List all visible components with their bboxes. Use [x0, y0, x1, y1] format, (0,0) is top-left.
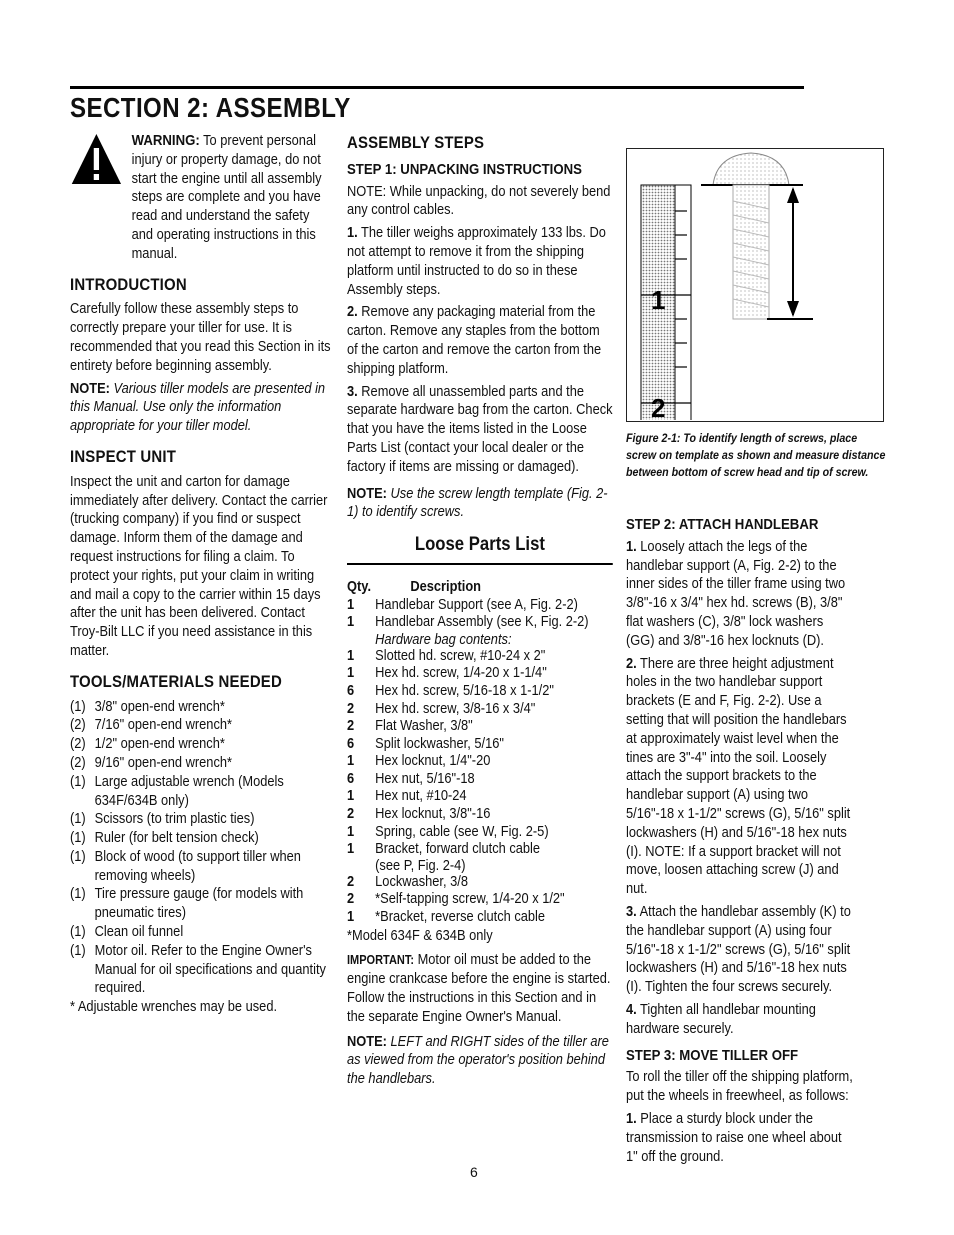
warning-triangle-icon	[70, 132, 125, 264]
list-item: (1) Block of wood (to support tiller when removing wheels)	[70, 848, 301, 884]
hardware-bag-label: Hardware bag contents:	[375, 631, 512, 648]
inspect-heading: INSPECT UNIT	[70, 446, 177, 466]
table-row: 2 Lockwasher, 3/8	[347, 873, 468, 890]
table-row: 2 Hex locknut, 3/8"-16	[347, 806, 491, 823]
figure-caption: Figure 2-1: To identify length of screws, place screw on template as shown and measure distance between bottom of screw head and tip of screw.	[626, 431, 886, 479]
tools-list	[70, 698, 333, 999]
table-row: 1 Slotted hd. screw, #10-24 x 2"	[347, 647, 546, 664]
list-item: (2) 7/16" open-end wrench*	[70, 717, 233, 734]
page-number: 6	[470, 1164, 478, 1180]
assembly-steps-heading: ASSEMBLY STEPS	[347, 133, 485, 152]
table-row: 6 Hex hd. screw, 5/16-18 x 1-1/2"	[347, 682, 554, 699]
important-note: IMPORTANT: Motor oil must be added to the engine crankcase before the engine is started. Follow the instructions in this Section and in the separate Engine Owner's Manual.	[347, 952, 611, 1025]
list-item: (2) 1/2" open-end wrench*	[70, 736, 225, 753]
step1-item-1: 1. The tiller weighs approximately 133 lbs. Do not attempt to remove it from the shipping platform until instructed to do so in these Assembly steps.	[347, 225, 606, 298]
table-row: 2 Hex hd. screw, 3/8-16 x 3/4"	[347, 700, 536, 717]
bracket-sub-ref: (see P, Fig. 2-4)	[375, 857, 466, 874]
top-rule	[70, 86, 804, 89]
loose-parts-rule	[347, 563, 613, 565]
table-row: 6 Split lockwasher, 5/16"	[347, 735, 504, 752]
table-row: 1 Spring, cable (see W, Fig. 2-5)	[347, 823, 549, 840]
table-row: 1 Handlebar Support (see A, Fig. 2-2)	[347, 596, 578, 613]
warning-text: To prevent personal injury or property damage, do not start the engine until all assembly steps are complete and you have read and understand the safety and operating instructions in this manual.	[131, 133, 322, 262]
left-right-note: NOTE: LEFT and RIGHT sides of the tiller are as viewed from the operator's position behind the handlebars.	[347, 1033, 609, 1088]
table-row: 1 *Bracket, reverse clutch cable	[347, 909, 546, 926]
warning-block	[70, 132, 333, 264]
list-item: (1) Clean oil funnel	[70, 924, 184, 941]
step1-item-2: 2. Remove any packaging material from the carton. Remove any staples from the bottom of the carton and remove the carton from the shipping platform.	[347, 304, 602, 377]
ruler-label-2: 2	[651, 393, 666, 420]
table-row: 2 *Self-tapping screw, 1/4-20 x 1/2"	[347, 891, 565, 908]
list-item: (1) Large adjustable wrench (Models 634F/634B only)	[70, 773, 284, 809]
introduction-note: NOTE: Various tiller models are presented in this Manual. Use only the information appropriate for your tiller model.	[70, 380, 326, 435]
column-2	[347, 132, 612, 1093]
list-item: (1) 3/8" open-end wrench*	[70, 698, 225, 715]
loose-parts-title: Loose Parts List	[414, 534, 545, 556]
list-item: (1) Ruler (for belt tension check)	[70, 830, 259, 847]
step2-item-2: 2. There are three height adjustment holes in the two handlebar support brackets (E and F, Fig. 2-2). Use a setting that will position the handlebars at approximately waist level when the tines are 3"-4" into the soil. Loosely attach the support brackets to the handlebar support (A) using two 5/16"-18 x 1-1/2" screws (G), 5/16" split lockwashers (H) and 5/16"-18 hex nuts (I). NOTE: If a support bracket will not move, loosen attaching screw (J) and nut.	[626, 655, 851, 898]
step2-item-3: 3. Attach the handlebar assembly (K) to the handlebar support (A) using four 5/16"-18 x 1-1/2" screws (G), 5/16" split lockwashers (H) and 5/16"-18 hex nuts (I). Tighten the four screws securely.	[626, 903, 851, 996]
step1-item-3: 3. Remove all unassembled parts and the separate hardware bag from the carton. Check that you have the items listed in the Loose Parts List (contact your local dealer or the factory if items are missing or damaged).	[347, 383, 613, 475]
screw-template-note: NOTE: Use the screw length template (Fig. 2-1) to identify screws.	[347, 485, 608, 521]
step2-heading: STEP 2: ATTACH HANDLEBAR	[626, 516, 819, 533]
warning-label: WARNING:	[131, 132, 200, 149]
ruler-label-1: 1	[651, 285, 666, 315]
introduction-text: Carefully follow these assembly steps to correctly prepare your tiller for use. It is recommended that you read this Section in its entirety before beginning assembly.	[70, 301, 331, 374]
step3-heading: STEP 3: MOVE TILLER OFF	[626, 1046, 799, 1064]
table-row: 6 Hex nut, 5/16"-18	[347, 770, 475, 787]
introduction-heading: INTRODUCTION	[70, 274, 187, 294]
column-1	[70, 132, 332, 1021]
table-row: 1 Bracket, forward clutch cable	[347, 841, 541, 858]
list-item: (1) Motor oil. Refer to the Engine Owner's Manual for oil specifications and quantity required.	[70, 942, 326, 997]
list-item: (1) Tire pressure gauge (for models with pneumatic tires)	[70, 886, 304, 922]
tools-heading: TOOLS/MATERIALS NEEDED	[70, 671, 282, 691]
list-item: (1) Scissors (to trim plastic ties)	[70, 811, 255, 828]
step2-item-1: 1. Loosely attach the legs of the handlebar support (A, Fig. 2-2) to the inner sides of the tiller frame using two 3/8"-16 x 3/4" hex hd. screws (B), 3/8" flat washers (C), 3/8" lock washers (GG) and 3/8"-16 hex locknuts (D).	[626, 538, 846, 649]
table-row: 1 Hex hd. screw, 1/4-20 x 1-1/4"	[347, 665, 547, 682]
step1-heading: STEP 1: UNPACKING INSTRUCTIONS	[347, 160, 582, 178]
section-title: SECTION 2: ASSEMBLY	[70, 92, 351, 123]
table-row: 1 Hex nut, #10-24	[347, 788, 467, 805]
table-row: 1 Handlebar Assembly (see K, Fig. 2-2)	[347, 614, 589, 631]
step1-note: NOTE: While unpacking, do not severely bend any control cables.	[347, 183, 611, 219]
step2-item-4: 4. Tighten all handlebar mounting hardware securely.	[626, 1001, 816, 1037]
inspect-text: Inspect the unit and carton for damage immediately after delivery. Contact the carrier (trucking company) if you find or suspect damage. Inform them of the damage and request instructions for filing a claim. To protect your rights, put your claim in writing and mail a copy to the carrier within 15 days after the unit has been delivered. Contact Troy-Bilt LLC if you need assistance in this matter.	[70, 473, 328, 659]
table-row: 1 Hex locknut, 1/4"-20	[347, 753, 491, 770]
step3-item-1: 1. Place a sturdy block under the transmission to raise one wheel about 1" off the ground.	[626, 1110, 842, 1165]
step3-text: To roll the tiller off the shipping platform, put the wheels in freewheel, as follows:	[626, 1069, 853, 1105]
loose-parts-header: Qty. Description	[347, 578, 482, 595]
screw-template-figure	[626, 148, 884, 422]
column-3	[626, 508, 886, 1170]
list-item: (2) 9/16" open-end wrench*	[70, 754, 233, 771]
model-note: *Model 634F & 634B only	[347, 927, 493, 944]
tools-footnote: * Adjustable wrenches may be used.	[70, 999, 278, 1016]
table-row: 2 Flat Washer, 3/8"	[347, 718, 473, 735]
